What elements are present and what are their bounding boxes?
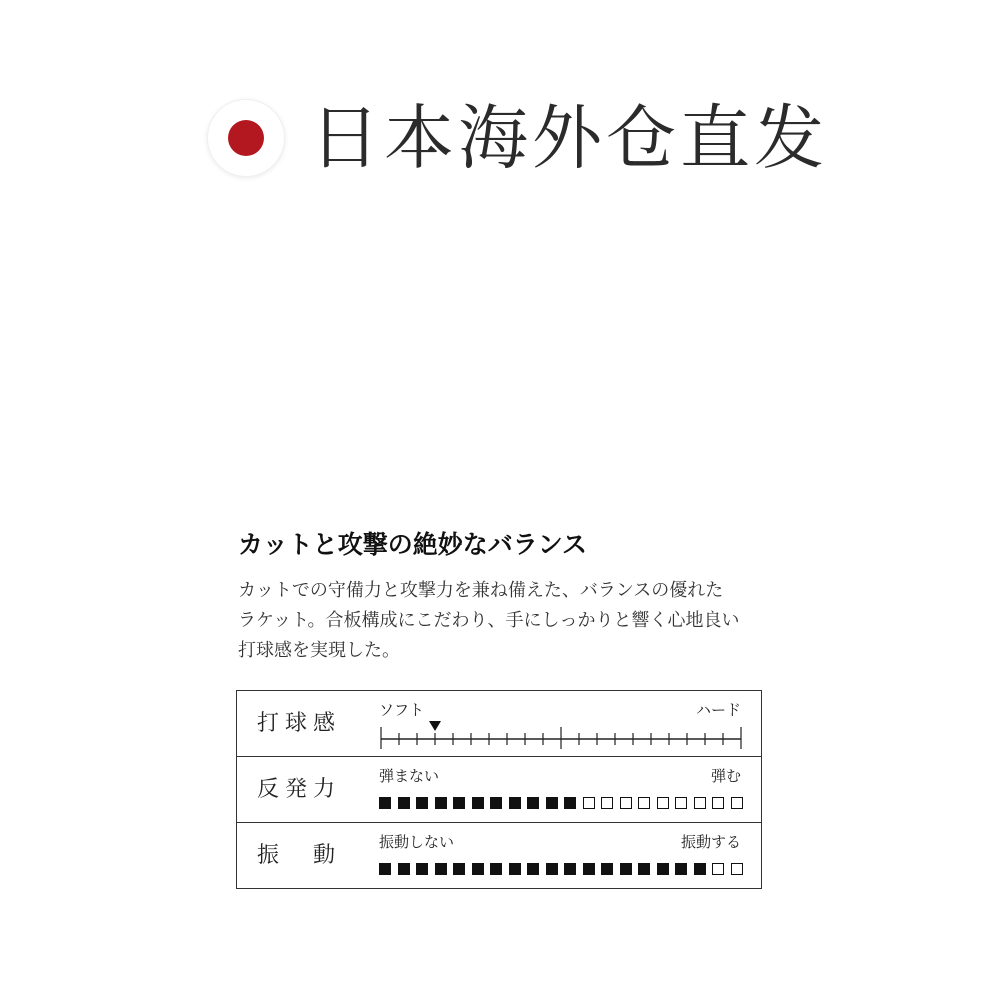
repulsion-rating	[379, 797, 743, 809]
rating-square-filled	[453, 797, 465, 809]
rating-square-filled	[583, 863, 595, 875]
rating-square-filled	[416, 797, 428, 809]
rating-square-empty	[583, 797, 595, 809]
rating-square-filled	[527, 863, 539, 875]
rating-square-empty	[712, 797, 724, 809]
rating-square-filled	[675, 863, 687, 875]
banner-title: 日本海外仓直发	[310, 97, 828, 179]
rating-square-filled	[509, 863, 521, 875]
rating-square-empty	[694, 797, 706, 809]
rating-square-filled	[527, 797, 539, 809]
rating-square-filled	[564, 863, 576, 875]
scale-right-label: 振動する	[680, 833, 741, 851]
rating-square-filled	[453, 863, 465, 875]
banner	[208, 98, 828, 178]
spec-label: 反発力	[257, 777, 342, 802]
rating-square-empty	[638, 797, 650, 809]
rating-square-empty	[731, 863, 743, 875]
rating-square-filled	[379, 797, 391, 809]
scale-left-label: 弾まない	[379, 767, 440, 785]
rating-square-empty	[601, 797, 613, 809]
rating-square-filled	[435, 797, 447, 809]
scale-left-label: 振動しない	[379, 833, 455, 851]
rating-square-empty	[657, 797, 669, 809]
spec-table	[236, 690, 762, 889]
scale-right-label: 弾む	[710, 767, 741, 785]
vibration-rating	[379, 863, 743, 875]
rating-square-empty	[675, 797, 687, 809]
rating-square-filled	[472, 797, 484, 809]
rating-square-filled	[398, 863, 410, 875]
rating-square-filled	[472, 863, 484, 875]
rating-square-filled	[416, 863, 428, 875]
rating-square-filled	[379, 863, 391, 875]
scale-left-label: ソフト	[379, 701, 425, 719]
spec-label: 振 動	[257, 843, 342, 868]
rating-square-empty	[712, 863, 724, 875]
spec-row-repulsion	[237, 757, 761, 823]
rating-square-filled	[601, 863, 613, 875]
rating-square-filled	[509, 797, 521, 809]
rating-square-filled	[546, 797, 558, 809]
feel-ruler	[379, 719, 743, 751]
rating-square-filled	[638, 863, 650, 875]
spec-label: 打球感	[257, 711, 342, 736]
description-line: ラケット。合板構成にこだわり、手にしっかりと響く心地良い	[238, 610, 740, 631]
japan-flag-icon	[208, 100, 284, 176]
rating-square-filled	[564, 797, 576, 809]
rating-square-filled	[657, 863, 669, 875]
product-heading: カットと攻撃の絶妙なバランス	[238, 530, 588, 559]
description-line: 打球感を実現した。	[238, 640, 400, 661]
product-description	[238, 576, 778, 666]
rating-square-empty	[731, 797, 743, 809]
rating-square-filled	[620, 863, 632, 875]
description-line: カットでの守備力と攻撃力を兼ね備えた、バランスの優れた	[238, 580, 724, 601]
rating-square-filled	[490, 797, 502, 809]
ruler-marker	[429, 721, 441, 731]
rating-square-filled	[435, 863, 447, 875]
flag-red-dot	[228, 120, 264, 156]
rating-square-filled	[490, 863, 502, 875]
rating-square-empty	[620, 797, 632, 809]
spec-row-feel	[237, 691, 761, 757]
rating-square-filled	[694, 863, 706, 875]
scale-right-label: ハード	[695, 701, 741, 719]
spec-row-vibration	[237, 823, 761, 887]
rating-square-filled	[546, 863, 558, 875]
rating-square-filled	[398, 797, 410, 809]
